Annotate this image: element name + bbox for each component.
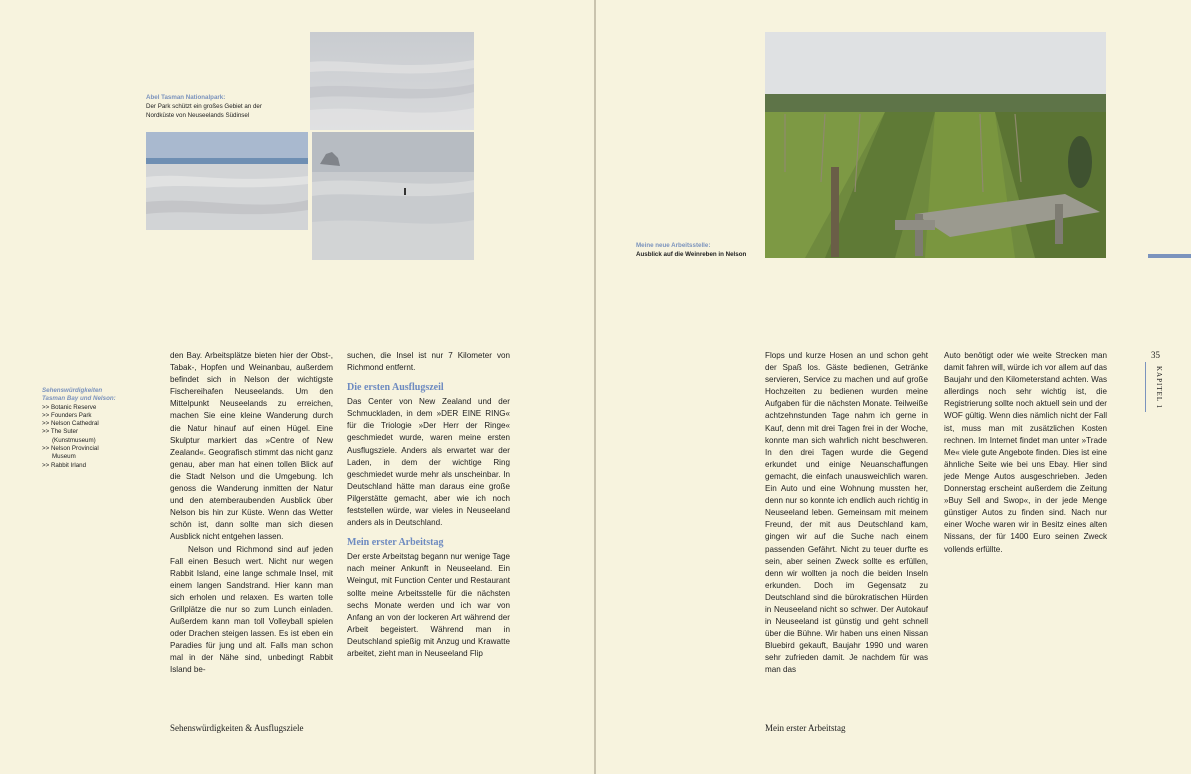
body-column-1 [170, 350, 333, 677]
caption-heading: Abel Tasman Nationalpark: [146, 94, 226, 101]
list-item: >> The Suter [42, 428, 79, 436]
body-paragraph: Nelson und Richmond sind auf jeden Fall einen Besuch wert. Nicht nur wegen Rabbit Island, eine lange schmale Insel, mit einem langen Sandstrand. Hier kann man sich erholen und relaxen. Es warten tolle Grillplätze die nur so zum Lunch einladen. Außerdem kann man toll Volleyball spielen oder Drachen steigen lassen. Es ist eben ein Paradies für jung und alt. Falls man schon mal in der Nähe sind, unbedingt Rabbit Island be- [170, 544, 333, 675]
caption-line: Ausblick auf die Weinreben in Nelson [636, 251, 747, 258]
left-page [0, 0, 594, 774]
list-item: >> Botanic Reserve [42, 403, 97, 411]
chapter-rule [1145, 362, 1146, 412]
chapter-tab-marker [1148, 254, 1191, 258]
list-item: >> Nelson Provincial [42, 445, 99, 453]
chapter-label: KAPITEL 1 [1155, 366, 1163, 410]
caption-line: Der Park schützt ein großes Gebiet an der [146, 103, 262, 110]
body-paragraph: Flops und kurze Hosen an und schon geht der Spaß los. Gäste bedienen, Getränke servieren, Service zu machen und auf große Hochzeiten zu bedienen wurden meine Aufgaben für die nächsten Monate. Teilweiße achtzehnstunden Tage nahm ich gerne in Kauf, denn mit drei Tagen frei in der Woche, konnte man sich wahrlich nicht beschweren. In den drei Tagen wurde die Gegend erkundet und einige Neuanschaffungen gemacht, die einfach unausweichlich waren. Ein Auto und eine Wohnung mussten her, denn nur so konnte ich endlich auch richtig in Neuseeland leben. Gemeinsam mit meinem Freund, der mit aus Deutschland kam, gingen wir auf die Suche nach einem passenden Gefährt. Nicht zu teuer durfte es sein, aber seinen Zweck sollte es erfüllen, denn wir wollten ja noch die beiden Inseln erkunden. Doch im Gegensatz zu Deutschland sind die bürokratischen Hürden in Neuseeland nicht so schwer. Der Autokauf in Neuseeland ist günstig und geht schnell über die Bühne. Wir haben uns einen Nissan Bluebird gekauft, Baujahr 1990 und waren sehr zufrieden damit. Je nachdem für was man das [765, 351, 928, 675]
list-item: Museum [52, 453, 76, 461]
beach-photo-left [146, 132, 308, 230]
body-paragraph: Das Center von New Zealand und der Schmuckladen, in dem »DER EINE RING« für die Triologie »Der Herr der Ringe« geschmiedet wurde, waren meine ersten Ausflugsziele. Anders als erwartet war der Laden, in dem der wichtige Ring geschmiedet wurde mehr als unscheinbar. In Deutschland hätte man daraus eine große Pilgerstätte gemacht, aber wie ich noch feststellen würde, war vieles in Neuseeland anders als in Deutschland. [347, 397, 510, 528]
list-item: >> Rabbit Irland [42, 461, 87, 469]
list-item: >> Nelson Cathedral [42, 420, 99, 428]
body-paragraph: Auto benötigt oder wie weite Strecken man damit fahren will, würde ich vor allem auf das Baujahr und den Kilometerstand achten. Was allerdings noch sehr wichtig ist, die Registrierung sollte noch aktuell sein und der WOF gültig. Wenn dies nämlich nicht der Fall ist, muss man mit zusätzlichen Kosten rechnen. Im Internet findet man unter »Trade Me« viele gute Angebote finden. Dies ist eine ähnliche Seite wie bei uns Ebay. Hier sind jede Menge Autos ausgeschrieben. Jeden Donnerstag erscheint außerdem die Zeitung »Buy Sell and Swop«, in der jede Menge günstiger Autos zu finden sind. Nach nur einer Woche waren wir in Besitz eines alten Nissans, der für 1400 Euro seinen Zweck vollends erfüllte. [944, 351, 1107, 554]
photo-caption-vineyard [636, 241, 764, 259]
body-column-1 [765, 350, 928, 677]
body-paragraph: Der erste Arbeitstag begann nur wenige Tage nach meiner Ankunft in Neuseeland. Ein Weingut, mit Function Center und Restaurant sollte meine Arbeitsstelle für die nächsten sechs Monate werden und ich war von Anfang an von der lockeren Art während der Arbeit begeistert. Während man in Deutschland spießig mit Anzug und Krawatte arbeitet, zieht man in Neuseeland Flip [347, 552, 510, 658]
sidebar-heading: Sehenswürdigkeiten [42, 387, 103, 394]
section-heading: Die ersten Ausflugszeil [347, 382, 444, 394]
beach-photo-top [310, 32, 474, 130]
list-item: (Kunstmuseum) [52, 436, 96, 444]
vineyard-photo [765, 32, 1106, 258]
sights-list [42, 404, 142, 470]
running-footer: Sehenswürdigkeiten & Ausflugsziele [170, 723, 304, 733]
body-paragraph: suchen, die Insel ist nur 7 Kilometer von Richmond entfernt. [347, 351, 510, 373]
running-footer: Mein erster Arbeitstag [765, 723, 846, 733]
sights-sidebar [42, 387, 142, 470]
beach-photo-right [312, 132, 474, 260]
caption-heading: Meine neue Arbeitsstelle: [636, 242, 711, 249]
caption-line: Nordküste von Neuseelands Südinsel [146, 112, 250, 119]
photo-caption-abel-tasman [146, 93, 306, 120]
page-number: 35 [1151, 350, 1160, 360]
body-paragraph: den Bay. Arbeitsplätze bieten hier der Obst-, Tabak-, Hopfen und Weinanbau, außerdem befindet sich in Nelson der wichtigste Fischereihafen Neuseelands. Um den Mittelpunkt Neuseelands zu erreichen, machen Sie eine kleine Wanderung durch die Natur hinauf auf einen Hügel. Eine Skulptur markiert das »Centre of New Zealand«. Geografisch stimmt das nicht ganz genau, aber man hat einen tollen Blick auf die Stadt Nelson und die Umgebung. Ich genoss die Wanderung inmitten der Natur und den atemberaubenden Ausblick über Nelson bis hin zur Küste. Wenn das Wetter schön ist, dann sollte man sich diesen Ausblick nicht entgehen lassen. [170, 351, 333, 542]
body-column-2 [944, 350, 1107, 556]
sidebar-subheading: Tasman Bay und Nelson: [42, 395, 116, 403]
body-column-2 [347, 350, 510, 660]
right-page [596, 0, 1191, 774]
section-heading: Mein erster Arbeitstag [347, 537, 444, 549]
list-item: >> Founders Park [42, 411, 92, 419]
